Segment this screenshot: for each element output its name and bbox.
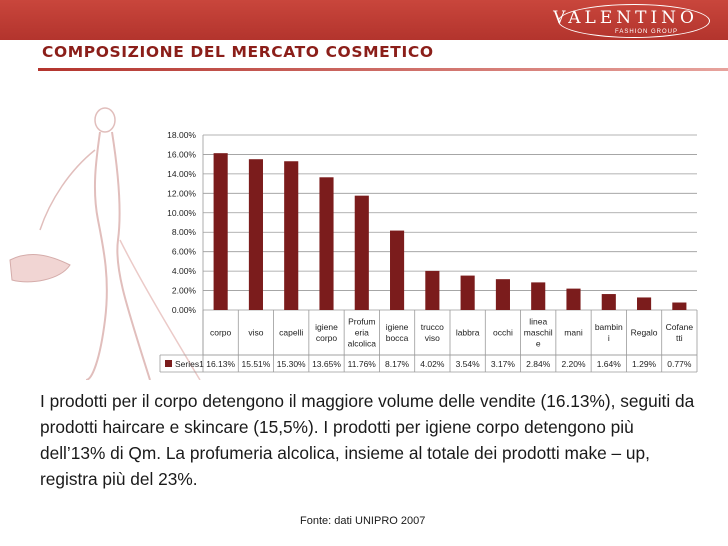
data-label: 2.20% <box>561 359 586 369</box>
bar <box>390 231 404 310</box>
category-label: labbra <box>455 327 480 338</box>
bar <box>284 161 298 310</box>
y-tick-label: 4.00% <box>171 266 196 277</box>
category-label: viso <box>248 327 264 338</box>
bar <box>496 279 510 310</box>
bar <box>249 159 263 310</box>
bar <box>602 294 616 310</box>
bar-chart <box>0 80 728 380</box>
bar <box>461 276 475 310</box>
data-label: 1.64% <box>596 359 621 369</box>
bar <box>531 282 545 310</box>
data-label: 13.65% <box>312 359 341 369</box>
category-label: Regalo <box>630 327 658 338</box>
header-band <box>0 0 728 40</box>
data-label: 3.17% <box>490 359 515 369</box>
data-label: 3.54% <box>455 359 480 369</box>
category-label: Cofane tti <box>665 322 694 343</box>
bar <box>566 289 580 310</box>
y-tick-label: 14.00% <box>167 168 196 179</box>
category-label: mani <box>564 327 583 338</box>
source-note: Fonte: dati UNIPRO 2007 <box>300 515 426 527</box>
y-tick-label: 2.00% <box>171 285 196 296</box>
data-label: 8.17% <box>385 359 410 369</box>
data-label: 15.51% <box>241 359 271 369</box>
y-tick-label: 16.00% <box>167 149 196 160</box>
bar <box>214 153 228 310</box>
y-tick-label: 18.00% <box>167 130 196 140</box>
legend-key <box>165 360 172 367</box>
category-label: linea maschil e <box>523 316 553 349</box>
category-label: igiene bocca <box>385 322 409 343</box>
bar <box>425 271 439 310</box>
bar <box>319 177 333 310</box>
brand-logo-subtitle: FASHION GROUP <box>614 29 678 35</box>
data-label: 4.02% <box>420 359 445 369</box>
bar <box>355 196 369 310</box>
brand-logo: VALENTINO <box>553 8 698 28</box>
body-paragraph: I prodotti per il corpo detengono il maggiore volume delle vendite (16.13%), seguiti da prodotti haircare e skincare (15,5%). I prodotti per igiene corpo detengono più dell’13% di Qm. La profumeria alcolica, insieme al totale dei prodotti make – up, registra più del 23%. <box>40 391 695 489</box>
data-label: 16.13% <box>206 359 236 369</box>
category-label: occhi <box>493 327 513 338</box>
data-label: 15.30% <box>276 359 306 369</box>
bar <box>672 303 686 310</box>
category-label: corpo <box>210 327 232 338</box>
category-label: capelli <box>279 327 304 338</box>
data-label: 11.76% <box>347 359 376 369</box>
y-tick-label: 12.00% <box>167 188 196 199</box>
title-rule <box>38 68 728 71</box>
y-tick-label: 6.00% <box>171 246 196 257</box>
data-label: 0.77% <box>667 359 692 369</box>
bar <box>637 297 651 310</box>
category-label: igiene corpo <box>315 322 338 343</box>
y-tick-label: 8.00% <box>171 227 196 238</box>
y-tick-label: 10.00% <box>167 207 196 218</box>
legend-series-name: Series1 <box>175 359 204 369</box>
category-label: Profum eria alcolica <box>347 316 376 349</box>
y-tick-label: 0.00% <box>171 305 196 315</box>
category-label: trucco viso <box>420 322 444 343</box>
data-label: 2.84% <box>526 359 551 369</box>
category-label: bambin i <box>594 322 623 343</box>
slide-title: COMPOSIZIONE DEL MERCATO COSMETICO <box>42 43 434 61</box>
data-label: 1.29% <box>632 359 657 369</box>
